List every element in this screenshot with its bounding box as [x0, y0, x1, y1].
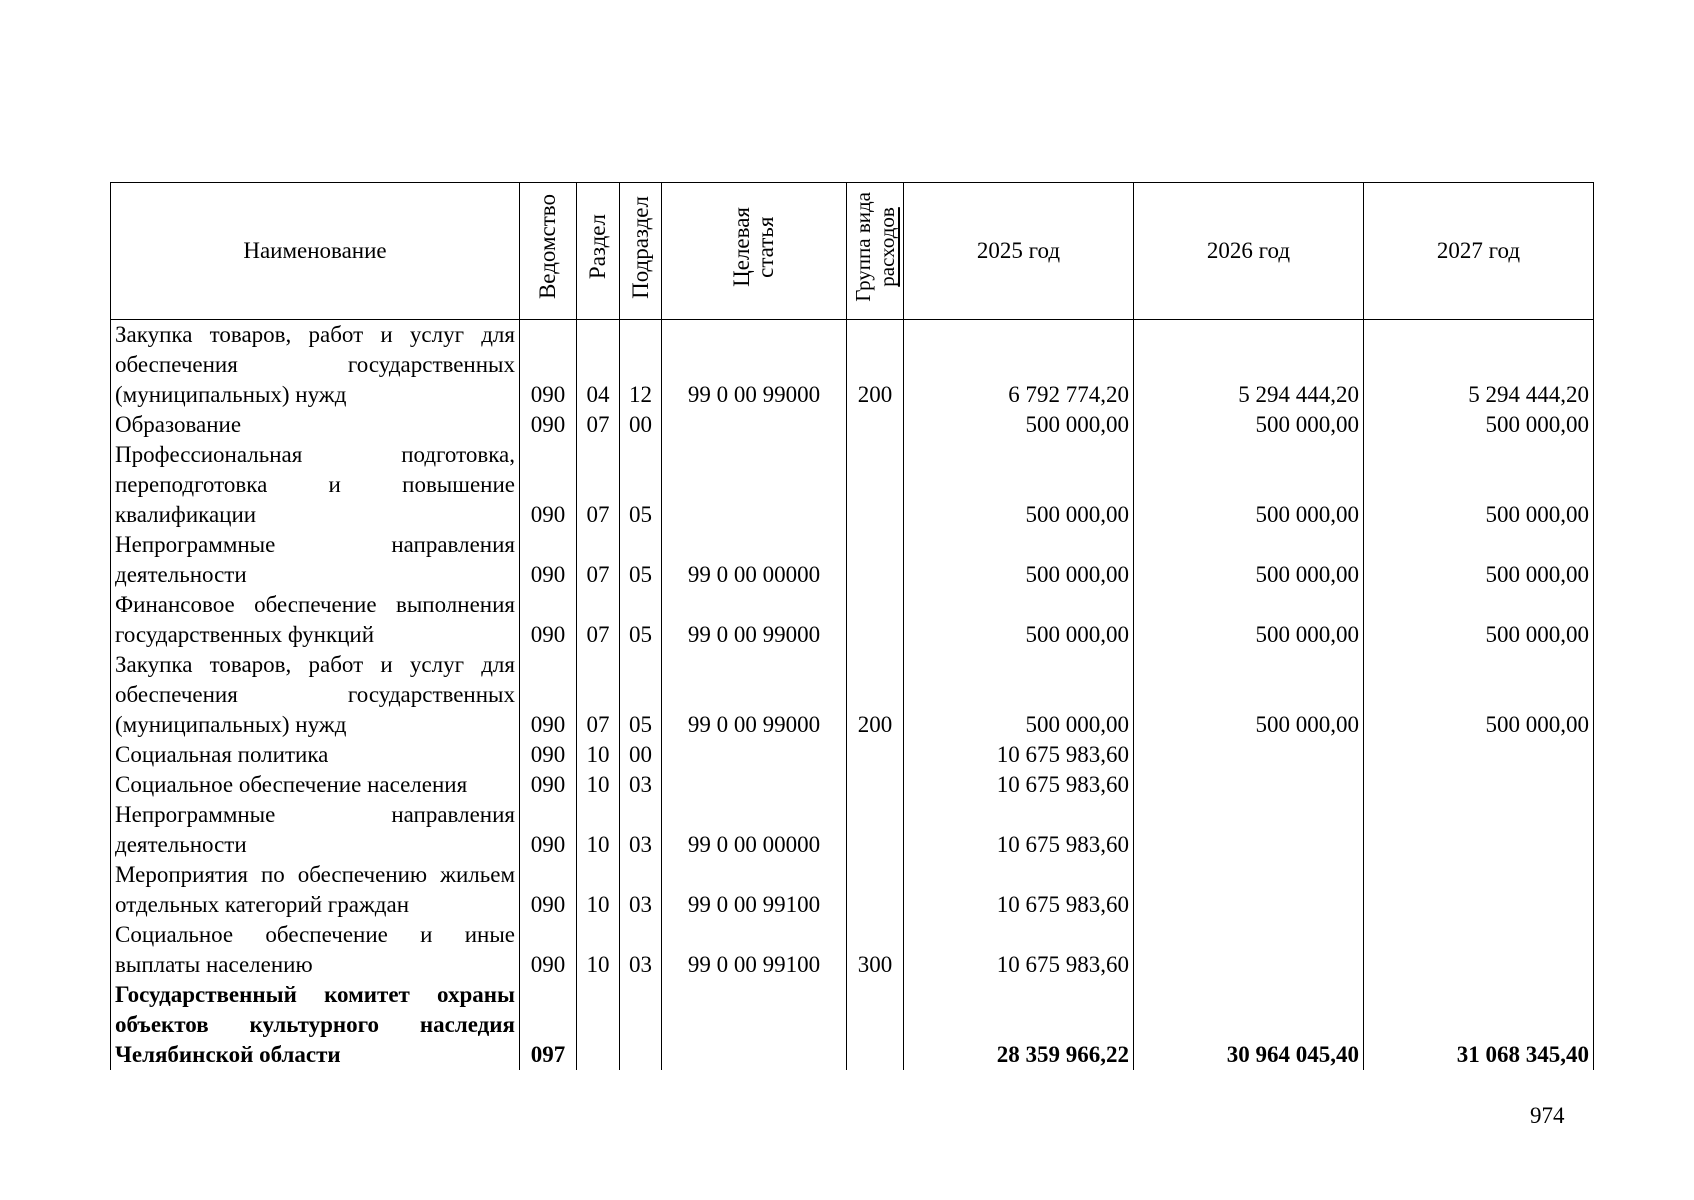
- header-podrazdel: Подраздел: [620, 183, 662, 320]
- row-value-2027: [1364, 770, 1594, 800]
- row-value-2025: 500 000,00: [904, 410, 1134, 440]
- row-vedomstvo: 090: [520, 530, 577, 590]
- row-vedomstvo: 090: [520, 590, 577, 650]
- row-celevaya-statya: 99 0 00 00000: [662, 530, 847, 590]
- row-gruppa-vida: [847, 770, 904, 800]
- row-value-2025: 500 000,00: [904, 530, 1134, 590]
- row-value-2025: 28 359 966,22: [904, 980, 1134, 1070]
- table-row: [111, 650, 1594, 740]
- row-name: Социальное обеспечение и иные выплаты населению: [111, 920, 520, 980]
- row-vedomstvo: 090: [520, 860, 577, 920]
- row-value-2027: 500 000,00: [1364, 590, 1594, 650]
- header-2026: 2026 год: [1134, 183, 1364, 320]
- row-value-2025: 10 675 983,60: [904, 740, 1134, 770]
- row-value-2026: [1134, 860, 1364, 920]
- table-body: [111, 320, 1594, 1071]
- header-2027: 2027 год: [1364, 183, 1594, 320]
- table-row: [111, 860, 1594, 920]
- row-podrazdel: 12: [620, 320, 662, 411]
- row-celevaya-statya: [662, 410, 847, 440]
- row-name: Профессиональная подготовка, переподготовка и повышение квалификации: [111, 440, 520, 530]
- table-row: [111, 770, 1594, 800]
- row-name: Финансовое обеспечение выполнения государственных функций: [111, 590, 520, 650]
- table-row: [111, 590, 1594, 650]
- row-podrazdel: 00: [620, 740, 662, 770]
- row-value-2026: [1134, 920, 1364, 980]
- row-name: Социальное обеспечение населения: [111, 770, 520, 800]
- row-gruppa-vida: [847, 530, 904, 590]
- row-value-2027: [1364, 860, 1594, 920]
- row-razdel: 07: [577, 590, 620, 650]
- row-podrazdel: 05: [620, 530, 662, 590]
- row-value-2027: [1364, 740, 1594, 770]
- row-value-2025: 500 000,00: [904, 440, 1134, 530]
- row-value-2026: 500 000,00: [1134, 410, 1364, 440]
- header-razdel: Раздел: [577, 183, 620, 320]
- row-celevaya-statya: [662, 770, 847, 800]
- row-razdel: [577, 980, 620, 1070]
- table-row: [111, 440, 1594, 530]
- row-razdel: 10: [577, 740, 620, 770]
- row-value-2027: 500 000,00: [1364, 650, 1594, 740]
- row-vedomstvo: 090: [520, 440, 577, 530]
- row-vedomstvo: 090: [520, 410, 577, 440]
- table-row: [111, 530, 1594, 590]
- row-value-2027: 5 294 444,20: [1364, 320, 1594, 411]
- header-vedomstvo: Ведомство: [520, 183, 577, 320]
- row-razdel: 10: [577, 920, 620, 980]
- row-podrazdel: 03: [620, 860, 662, 920]
- row-name: Образование: [111, 410, 520, 440]
- row-podrazdel: 05: [620, 650, 662, 740]
- row-name: Социальная политика: [111, 740, 520, 770]
- row-value-2026: [1134, 740, 1364, 770]
- row-gruppa-vida: 200: [847, 650, 904, 740]
- row-gruppa-vida: [847, 410, 904, 440]
- row-razdel: 07: [577, 650, 620, 740]
- row-celevaya-statya: [662, 440, 847, 530]
- table-row: [111, 980, 1594, 1070]
- row-podrazdel: 05: [620, 590, 662, 650]
- row-name: Закупка товаров, работ и услуг для обеспечения государственных (муниципальных) нужд: [111, 650, 520, 740]
- row-value-2027: 500 000,00: [1364, 440, 1594, 530]
- row-gruppa-vida: [847, 800, 904, 860]
- row-value-2025: 10 675 983,60: [904, 920, 1134, 980]
- row-vedomstvo: 097: [520, 980, 577, 1070]
- row-value-2026: [1134, 800, 1364, 860]
- row-value-2026: 30 964 045,40: [1134, 980, 1364, 1070]
- row-value-2027: 500 000,00: [1364, 410, 1594, 440]
- row-name: Государственный комитет охраны объектов культурного наследия Челябинской области: [111, 980, 520, 1070]
- row-gruppa-vida: [847, 440, 904, 530]
- header-row: [111, 183, 1594, 320]
- row-gruppa-vida: [847, 860, 904, 920]
- header-gruppa-vida-rashodov: Группа вида расходов: [847, 183, 904, 320]
- row-vedomstvo: 090: [520, 800, 577, 860]
- row-celevaya-statya: 99 0 00 99100: [662, 860, 847, 920]
- row-razdel: 07: [577, 410, 620, 440]
- row-podrazdel: 03: [620, 920, 662, 980]
- row-celevaya-statya: 99 0 00 99000: [662, 590, 847, 650]
- table-row: [111, 920, 1594, 980]
- table-row: [111, 800, 1594, 860]
- header-name: Наименование: [111, 183, 520, 320]
- row-podrazdel: [620, 980, 662, 1070]
- table-row: [111, 320, 1594, 411]
- row-podrazdel: 00: [620, 410, 662, 440]
- row-value-2025: 500 000,00: [904, 650, 1134, 740]
- row-gruppa-vida: 300: [847, 920, 904, 980]
- budget-table: [110, 182, 1594, 1070]
- row-value-2027: 500 000,00: [1364, 530, 1594, 590]
- row-value-2025: 10 675 983,60: [904, 770, 1134, 800]
- table-row: [111, 410, 1594, 440]
- row-gruppa-vida: [847, 980, 904, 1070]
- row-value-2026: 500 000,00: [1134, 650, 1364, 740]
- row-celevaya-statya: 99 0 00 99000: [662, 320, 847, 411]
- row-value-2025: 10 675 983,60: [904, 860, 1134, 920]
- row-vedomstvo: 090: [520, 920, 577, 980]
- row-vedomstvo: 090: [520, 740, 577, 770]
- row-value-2026: 500 000,00: [1134, 530, 1364, 590]
- row-value-2027: [1364, 800, 1594, 860]
- row-value-2025: 6 792 774,20: [904, 320, 1134, 411]
- table-row: [111, 740, 1594, 770]
- row-name: Мероприятия по обеспечению жильем отдельных категорий граждан: [111, 860, 520, 920]
- row-name: Непрограммные направления деятельности: [111, 800, 520, 860]
- header-celevaya-statya: Целевая статья: [662, 183, 847, 320]
- row-razdel: 10: [577, 800, 620, 860]
- row-razdel: 07: [577, 440, 620, 530]
- row-razdel: 10: [577, 770, 620, 800]
- row-podrazdel: 03: [620, 770, 662, 800]
- row-value-2025: 10 675 983,60: [904, 800, 1134, 860]
- row-name: Закупка товаров, работ и услуг для обеспечения государственных (муниципальных) нужд: [111, 320, 520, 411]
- row-value-2025: 500 000,00: [904, 590, 1134, 650]
- row-value-2027: 31 068 345,40: [1364, 980, 1594, 1070]
- row-celevaya-statya: 99 0 00 99000: [662, 650, 847, 740]
- row-podrazdel: 05: [620, 440, 662, 530]
- row-value-2026: 500 000,00: [1134, 590, 1364, 650]
- row-gruppa-vida: 200: [847, 320, 904, 411]
- row-value-2027: [1364, 920, 1594, 980]
- row-celevaya-statya: 99 0 00 00000: [662, 800, 847, 860]
- row-razdel: 07: [577, 530, 620, 590]
- page-number: 974: [1530, 1103, 1565, 1128]
- row-vedomstvo: 090: [520, 770, 577, 800]
- row-celevaya-statya: [662, 740, 847, 770]
- row-celevaya-statya: [662, 980, 847, 1070]
- row-vedomstvo: 090: [520, 650, 577, 740]
- row-value-2026: [1134, 770, 1364, 800]
- row-celevaya-statya: 99 0 00 99100: [662, 920, 847, 980]
- row-razdel: 04: [577, 320, 620, 411]
- row-vedomstvo: 090: [520, 320, 577, 411]
- row-razdel: 10: [577, 860, 620, 920]
- row-value-2026: 5 294 444,20: [1134, 320, 1364, 411]
- row-gruppa-vida: [847, 590, 904, 650]
- row-name: Непрограммные направления деятельности: [111, 530, 520, 590]
- header-2025: 2025 год: [904, 183, 1134, 320]
- row-podrazdel: 03: [620, 800, 662, 860]
- row-gruppa-vida: [847, 740, 904, 770]
- row-value-2026: 500 000,00: [1134, 440, 1364, 530]
